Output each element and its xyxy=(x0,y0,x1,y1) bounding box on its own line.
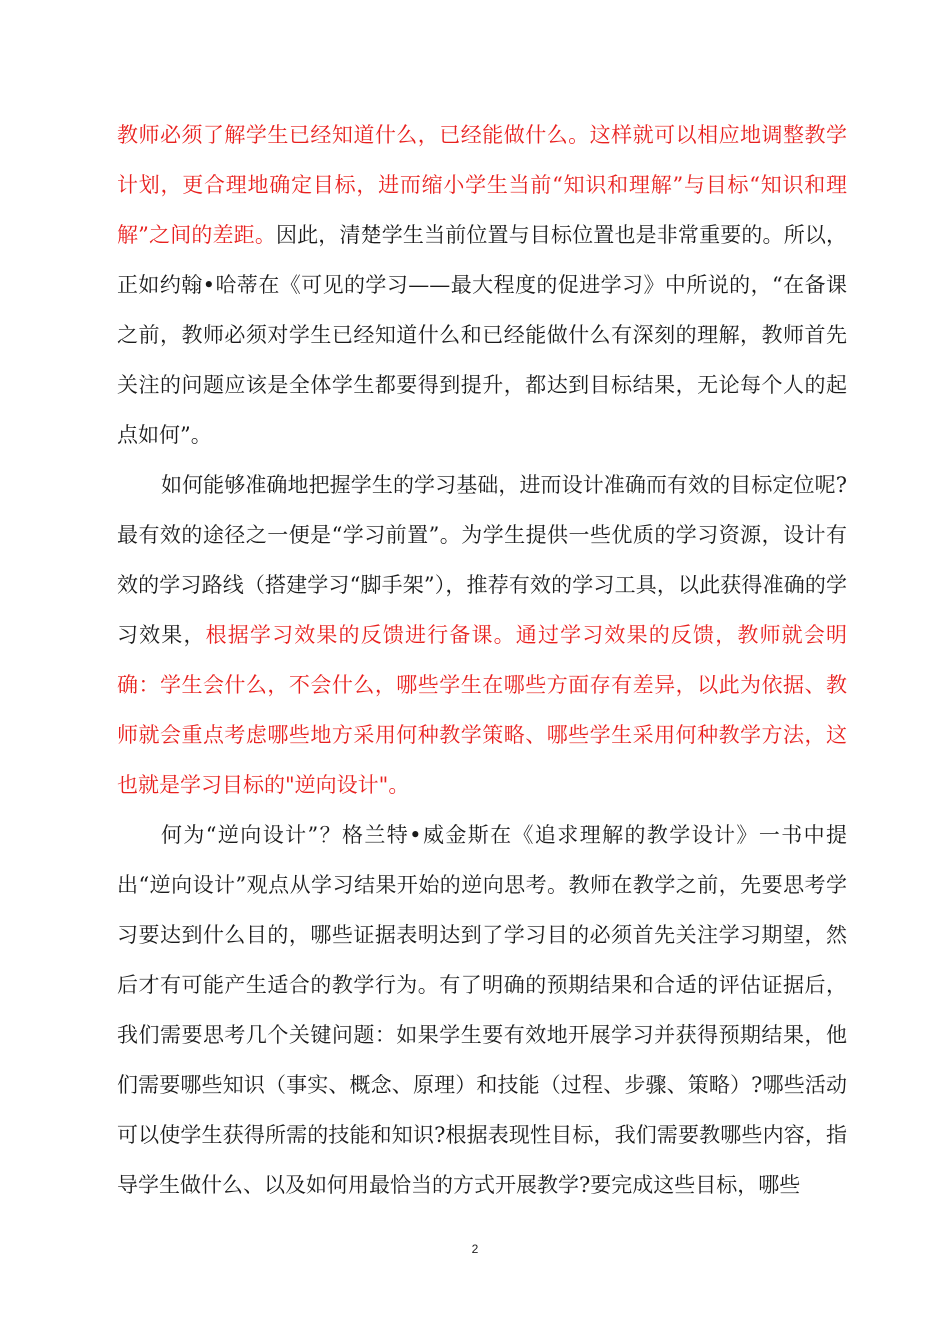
highlighted-text: 教师必须了解学生已经知道什么，已经能做什么。这样就可以相应地调整教学计划，更合理地确定目标，进而缩小学生当前“知识和理解”与目标“知识和理解”之间的差距。 xyxy=(117,123,847,247)
body-sentence: 因此，清楚学生当前位置与目标位置也是非常重要的。所以，正如约翰•哈蒂在《可见的学习——最大程度的促进学习》中所说的，“在备课之前，教师必须对学生已经知道什么和已经能做什么有深刻的理解，教师首先关注的问题应该是全体学生都要得到提升，都达到目标结果，无论每个人的起点如何”。 xyxy=(117,223,847,447)
paragraph-3 xyxy=(117,810,847,1210)
page-number: 2 xyxy=(471,1242,479,1256)
body-text xyxy=(117,110,847,1210)
paragraph-1 xyxy=(117,110,847,460)
highlighted-text: 根据学习效果的反馈进行备课。通过学习效果的反馈，教师就会明确：学生会什么，不会什么，哪些学生在哪些方面存有差异，以此为依据、教师就会重点考虑哪些地方采用何种教学策略、哪些学生采用何种教学方法，这也就是学习目标的"逆向设计"。 xyxy=(117,623,847,797)
body-sentence: 如何能够准确地把握学生的学习基础，进而设计准确而有效的目标定位呢?最有效的途径之一便是“学习前置”。为学生提供一些优质的学习资源，设计有效的学习路线（搭建学习“脚手架”），推荐有效的学习工具，以此获得准确的学习效果， xyxy=(117,473,847,647)
body-sentence: 何为“逆向设计”？格兰特•威金斯在《追求理解的教学设计》一书中提出“逆向设计”观点从学习结果开始的逆向思考。教师在教学之前，先要思考学习要达到什么目的，哪些证据表明达到了学习目的必须首先关注学习期望，然后才有可能产生适合的教学行为。有了明确的预期结果和合适的评估证据后，我们需要思考几个关键问题：如果学生要有效地开展学习并获得预期结果，他们需要哪些知识（事实、概念、原理）和技能（过程、步骤、策略）?哪些活动可以使学生获得所需的技能和知识?根据表现性目标，我们需要教哪些内容，指导学生做什么、以及如何用最恰当的方式开展教学?要完成这些目标，哪些 xyxy=(117,823,847,1197)
paragraph-2 xyxy=(117,460,847,810)
